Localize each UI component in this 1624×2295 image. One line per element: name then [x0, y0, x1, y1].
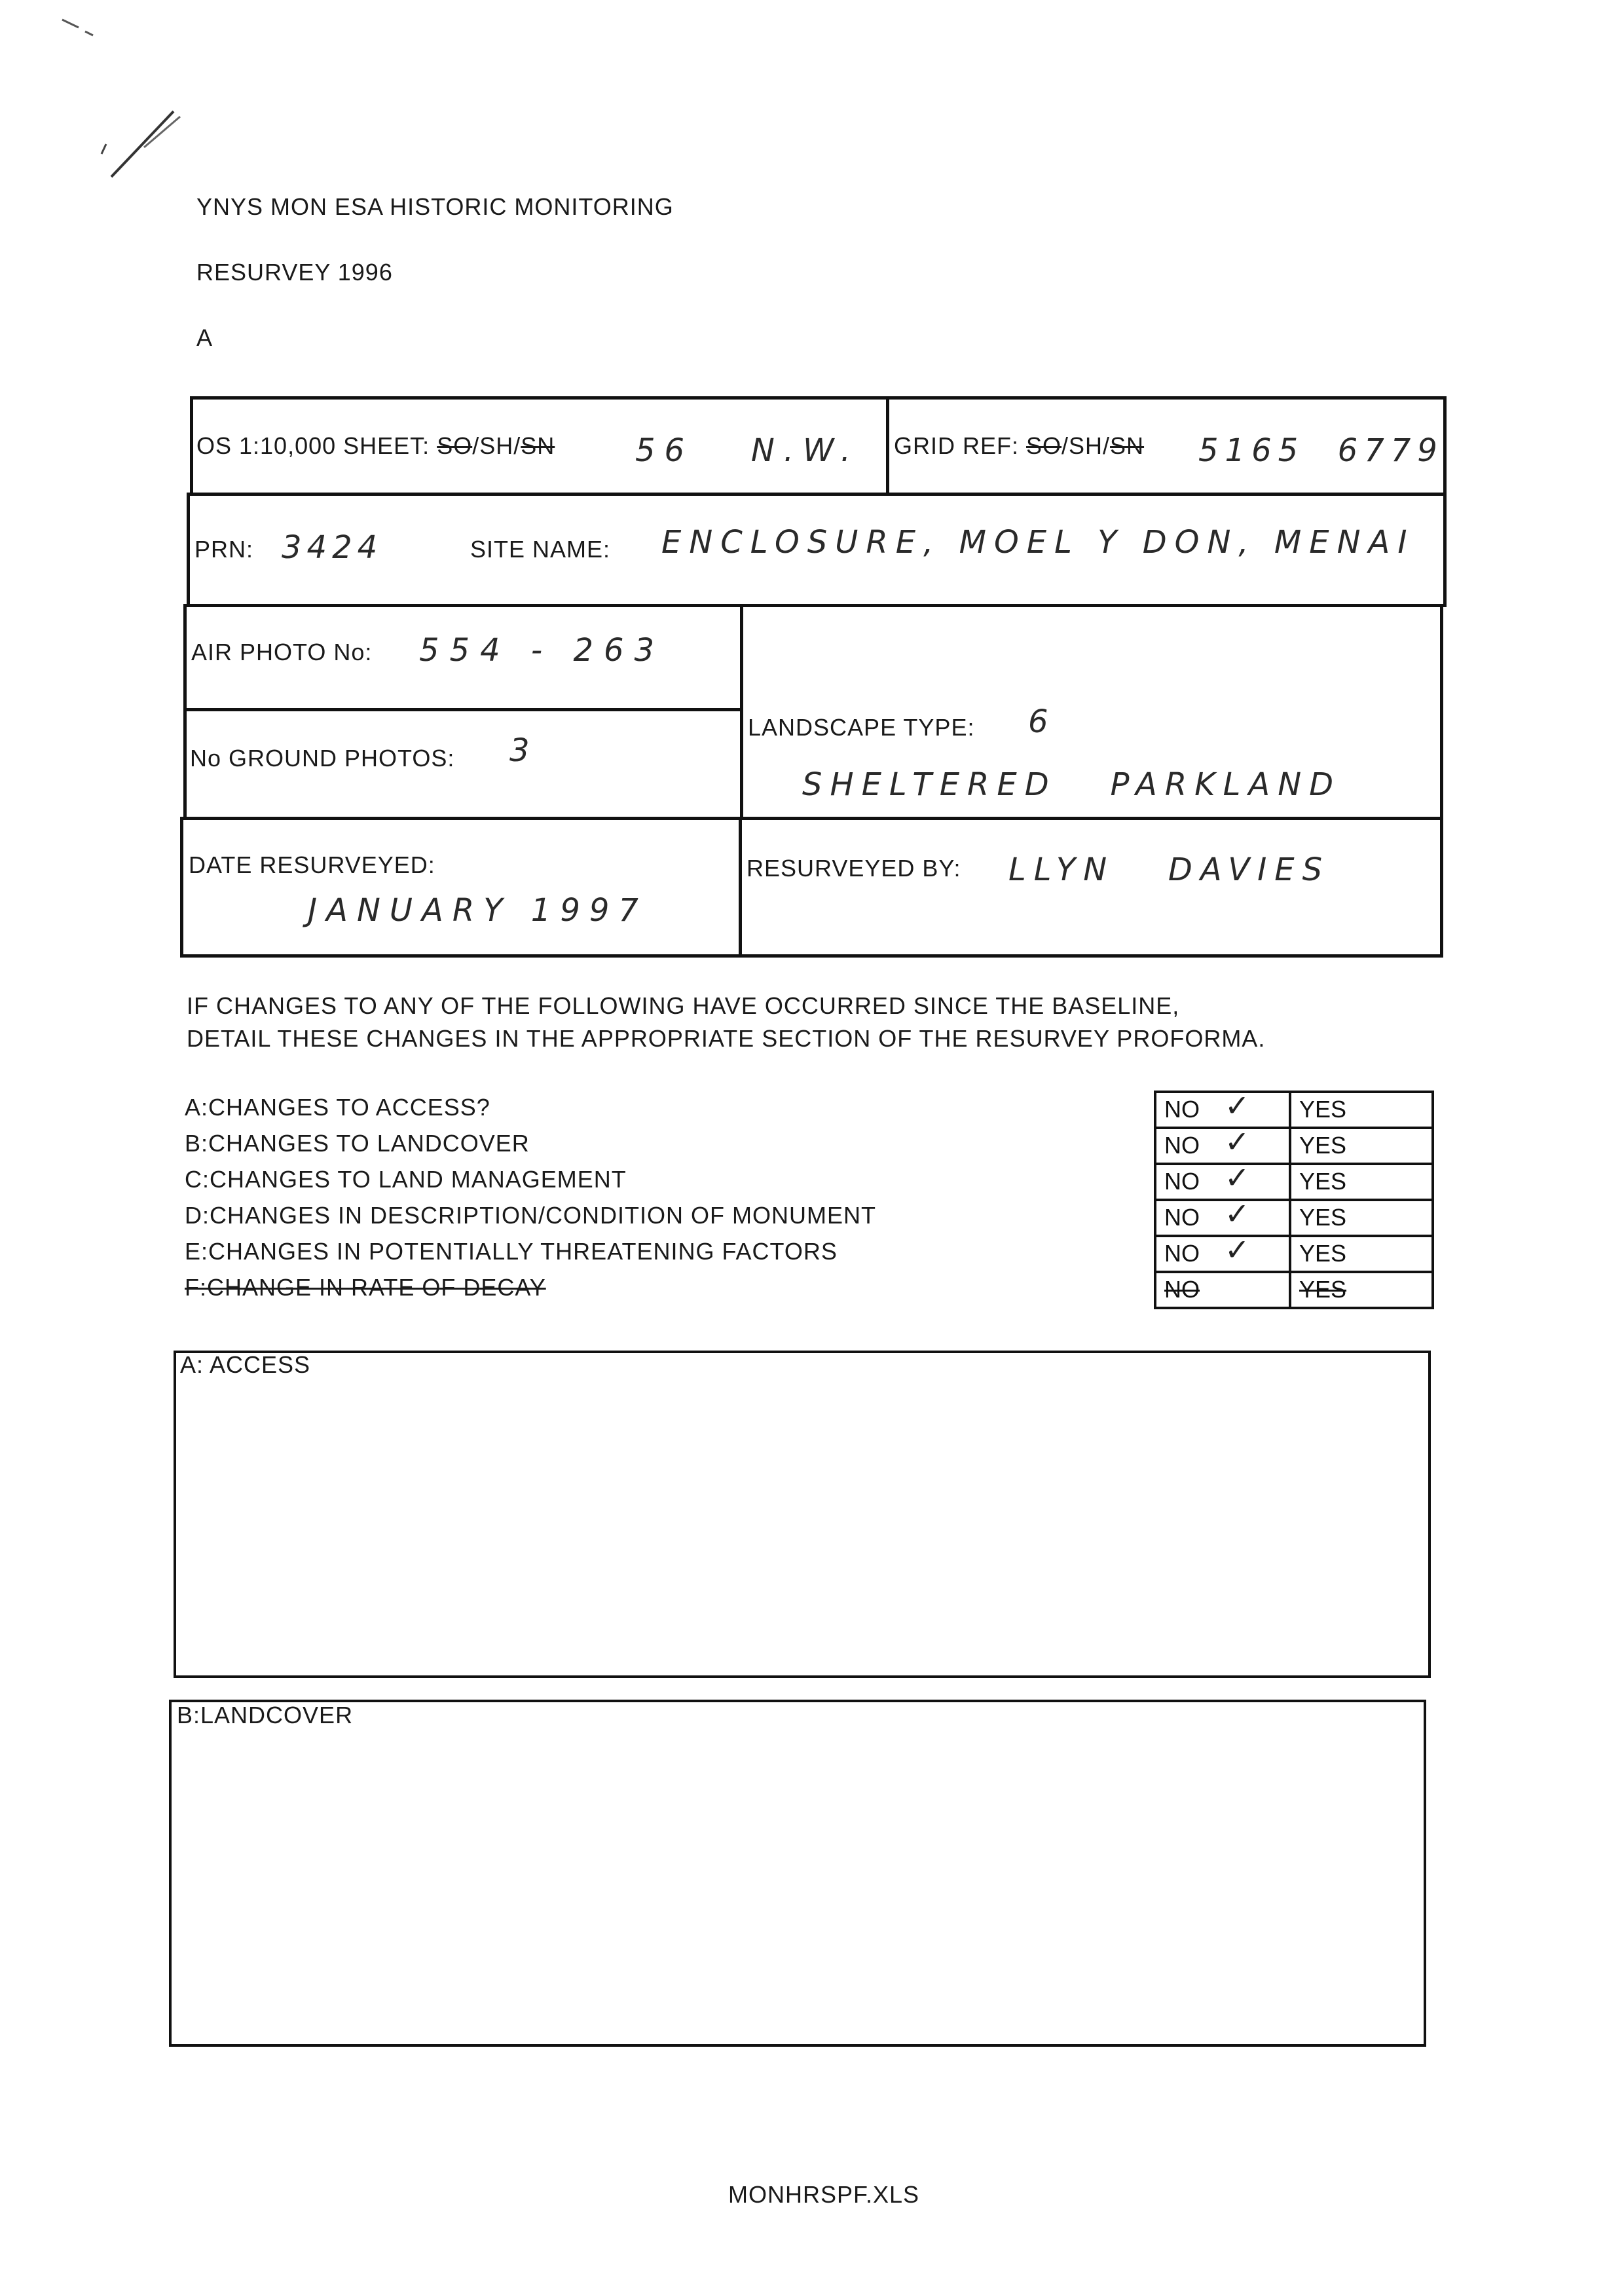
page-title: YNYS MON ESA HISTORIC MONITORING — [196, 193, 674, 220]
prn-value: 3424 — [282, 529, 383, 566]
change-yes-checkbox[interactable] — [1289, 1091, 1434, 1129]
change-yes-checkbox[interactable] — [1289, 1127, 1434, 1165]
landcover-section — [169, 1700, 1426, 2047]
change-no-label: NO — [1164, 1276, 1200, 1303]
change-no-checkbox[interactable] — [1154, 1271, 1291, 1309]
change-item-label: D:CHANGES IN DESCRIPTION/CONDITION OF MONUMENT — [185, 1202, 877, 1229]
change-item-label: B:CHANGES TO LANDCOVER — [185, 1130, 530, 1157]
date-resurveyed-label: DATE RESURVEYED: — [189, 851, 435, 878]
landcover-section-label: B:LANDCOVER — [177, 1702, 354, 1728]
air-photo-label: AIR PHOTO No: — [191, 639, 373, 665]
pen-mark-scribble — [52, 13, 210, 183]
change-no-checkbox[interactable] — [1154, 1091, 1291, 1129]
site-name-value: ENCLOSURE, MOEL Y DON, MENAI — [661, 524, 1415, 561]
grid-ref-value: 5165 6779 — [1198, 432, 1444, 469]
resurveyed-by-label: RESURVEYED BY: — [747, 855, 961, 882]
landscape-type-label: LANDSCAPE TYPE: — [748, 714, 975, 741]
change-yes-checkbox[interactable] — [1289, 1235, 1434, 1273]
change-no-label: NO — [1164, 1204, 1200, 1231]
footer-filename: MONHRSPF.XLS — [728, 2181, 920, 2208]
change-yes-label: YES — [1299, 1096, 1347, 1123]
access-section — [174, 1351, 1431, 1678]
change-no-label: NO — [1164, 1168, 1200, 1195]
change-yes-checkbox[interactable] — [1289, 1199, 1434, 1237]
date-resurveyed-cell — [180, 817, 742, 958]
change-yes-checkbox[interactable] — [1289, 1163, 1434, 1201]
resurveyed-by-value: LLYN DAVIES — [1008, 851, 1331, 888]
change-item-label: C:CHANGES TO LAND MANAGEMENT — [185, 1166, 627, 1193]
change-yes-label: YES — [1299, 1204, 1347, 1231]
date-resurveyed-value: JANUARY 1997 — [308, 892, 648, 929]
change-yes-label: YES — [1299, 1276, 1347, 1303]
change-yes-label: YES — [1299, 1168, 1347, 1195]
check-mark-icon: ✓ — [1225, 1196, 1250, 1231]
ground-photos-value: 3 — [509, 732, 539, 769]
air-photo-value: 554 - 263 — [419, 632, 665, 669]
os-sheet-value: 56 N.W. — [635, 432, 860, 469]
instructions-line-2: DETAIL THESE CHANGES IN THE APPROPRIATE SECTION OF THE RESURVEY PROFORMA. — [187, 1025, 1266, 1052]
change-no-checkbox[interactable] — [1154, 1163, 1291, 1201]
grid-ref-label: GRID REF: SO/SH/SN — [894, 432, 1145, 459]
change-yes-label: YES — [1299, 1240, 1347, 1267]
check-mark-icon: ✓ — [1225, 1232, 1250, 1267]
prn-label: PRN: — [194, 536, 254, 563]
change-no-label: NO — [1164, 1132, 1200, 1159]
change-yes-checkbox[interactable] — [1289, 1271, 1434, 1309]
change-no-label: NO — [1164, 1240, 1200, 1267]
change-item-label: E:CHANGES IN POTENTIALLY THREATENING FACTORS — [185, 1238, 838, 1265]
change-yes-label: YES — [1299, 1132, 1347, 1159]
check-mark-icon: ✓ — [1225, 1088, 1250, 1123]
change-item-label: A:CHANGES TO ACCESS? — [185, 1094, 490, 1121]
change-no-checkbox[interactable] — [1154, 1127, 1291, 1165]
site-name-label: SITE NAME: — [470, 536, 611, 563]
access-section-label: A: ACCESS — [180, 1351, 311, 1378]
change-no-checkbox[interactable] — [1154, 1199, 1291, 1237]
page-subtitle: RESURVEY 1996 — [196, 259, 393, 286]
change-no-checkbox[interactable] — [1154, 1235, 1291, 1273]
section-letter: A — [196, 324, 213, 351]
landscape-type-description: SHELTERED PARKLAND — [802, 766, 1342, 803]
ground-photos-label: No GROUND PHOTOS: — [190, 745, 455, 772]
os-sheet-label: OS 1:10,000 SHEET: SO/SH/SN — [196, 432, 555, 459]
instructions-line-1: IF CHANGES TO ANY OF THE FOLLOWING HAVE OCCURRED SINCE THE BASELINE, — [187, 992, 1180, 1019]
change-no-label: NO — [1164, 1096, 1200, 1123]
check-mark-icon: ✓ — [1225, 1160, 1250, 1195]
check-mark-icon: ✓ — [1225, 1124, 1250, 1159]
landscape-type-value: 6 — [1028, 703, 1058, 740]
change-item-label: F:CHANGE IN RATE OF DECAY — [185, 1274, 546, 1301]
